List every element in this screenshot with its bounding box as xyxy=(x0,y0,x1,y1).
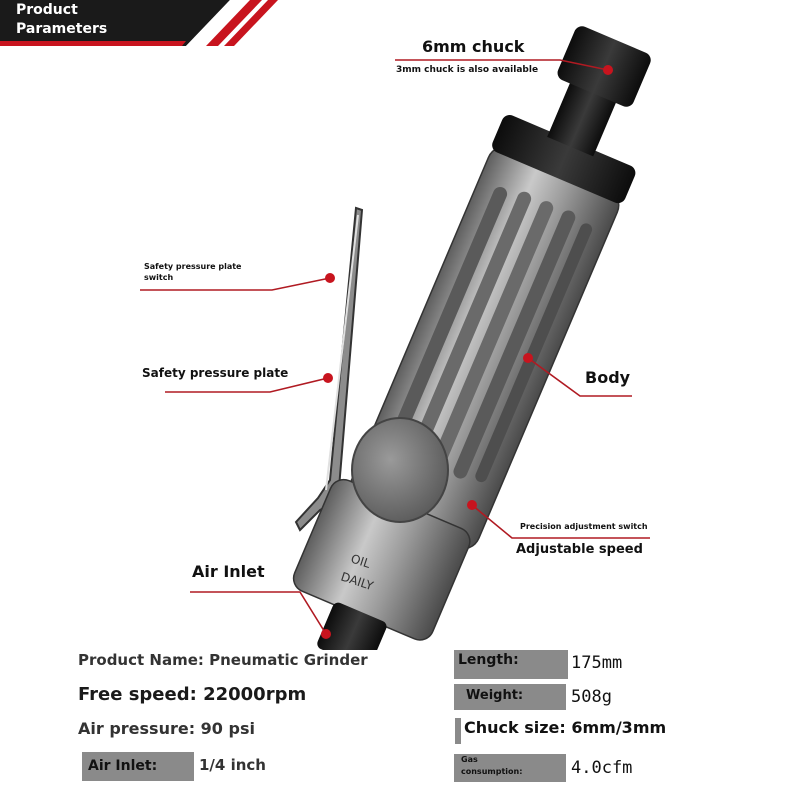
spec-weight-label: Weight: xyxy=(466,688,524,703)
spec-length-label: Length: xyxy=(458,652,519,668)
spec-weight-value: 508g xyxy=(571,687,612,707)
spec-length-value: 175mm xyxy=(571,653,623,673)
engraving-line1: OIL xyxy=(349,551,373,571)
spec-gas-label-line1: Gas xyxy=(461,755,478,764)
spec-product-name: Product Name: Pneumatic Grinder xyxy=(78,651,368,669)
spec-air-inlet-value: 1/4 inch xyxy=(199,756,266,774)
spec-free-speed: Free speed: 22000rpm xyxy=(78,684,307,705)
callout-switch-line2: switch xyxy=(144,273,174,282)
spec-chuck-size: Chuck size: 6mm/3mm xyxy=(464,718,667,737)
spec-chuck-box xyxy=(455,718,461,744)
callout-chuck-note: 3mm chuck is also available xyxy=(396,65,539,75)
callout-body: Body xyxy=(585,368,631,387)
callout-air-inlet: Air Inlet xyxy=(192,562,265,581)
spec-gas-value: 4.0cfm xyxy=(571,758,633,778)
header-title-line2: Parameters xyxy=(16,21,108,37)
engraving-line2: DAILY xyxy=(339,569,375,594)
callout-chuck-title: 6mm chuck xyxy=(422,37,525,56)
header-title-line1: Product xyxy=(16,2,78,18)
callout-precision: Precision adjustment switch xyxy=(520,522,648,531)
spec-air-pressure: Air pressure: 90 psi xyxy=(78,719,255,738)
callout-adjustable-speed: Adjustable speed xyxy=(516,542,643,557)
housing-cap xyxy=(352,418,448,522)
callout-plate: Safety pressure plate xyxy=(142,366,289,380)
spec-air-inlet-label: Air Inlet: xyxy=(88,758,158,774)
callout-switch-line1: Safety pressure plate xyxy=(144,262,242,271)
spec-gas-label-line2: consumption: xyxy=(461,767,523,776)
